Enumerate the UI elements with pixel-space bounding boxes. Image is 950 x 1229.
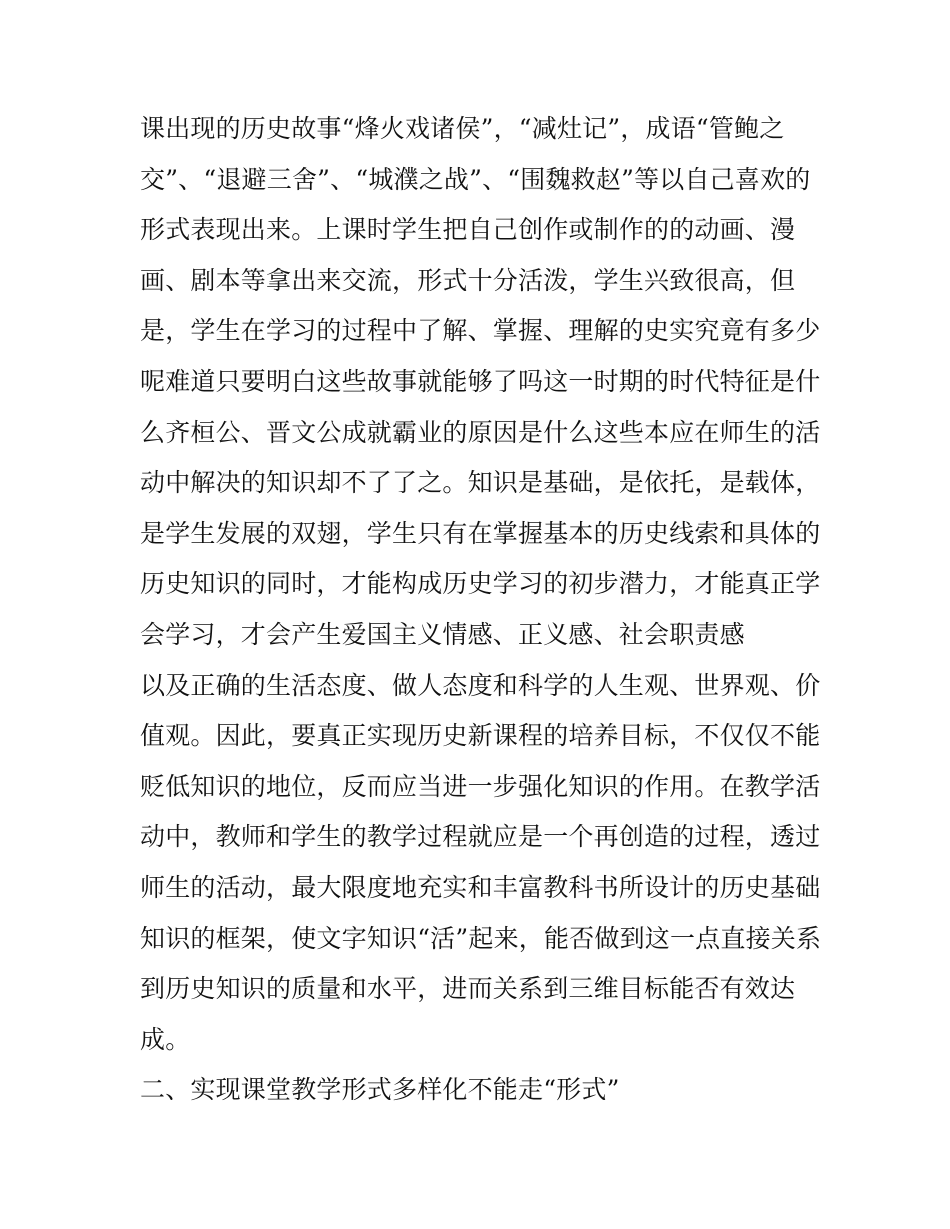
text-line: 画、剧本等拿出来交流，形式十分活泼，学生兴致很高，但: [140, 265, 796, 295]
text-line: 以及正确的生活态度、做人态度和科学的人生观、世界观、价: [140, 670, 821, 700]
text-line: 会学习，才会产生爱国主义情感、正义感、社会职责感: [140, 619, 745, 649]
text-line: 交”、“退避三舍”、“城濮之战”、“围魏救赵”等以自己喜欢的: [140, 164, 811, 194]
text-line: 动中解决的知识却不了了之。知识是基础，是依托，是载体，: [140, 468, 821, 498]
text-line: 么齐桓公、晋文公成就霸业的原因是什么这些本应在师生的活: [140, 417, 821, 447]
text-line: 成。: [140, 1024, 191, 1054]
text-line: 课出现的历史故事“烽火戏诸侯”，“减灶记”，成语“管鲍之: [140, 114, 785, 143]
text-line: 师生的活动，最大限度地充实和丰富教科书所设计的历史基础: [140, 872, 821, 902]
text-line: 动中，教师和学生的教学过程就应是一个再创造的过程，透过: [140, 822, 821, 852]
text-line: 到历史知识的质量和水平，进而关系到三维目标能否有效达: [140, 974, 796, 1004]
text-line: 历史知识的同时，才能构成历史学习的初步潜力，才能真正学: [140, 569, 821, 599]
text-line: 知识的框架，使文字知识“活”起来，能否做到这一点直接关系: [140, 923, 822, 953]
text-line: 值观。因此，要真正实现历史新课程的培养目标，不仅仅不能: [140, 721, 821, 751]
text-line: 贬低知识的地位，反而应当进一步强化知识的作用。在教学活: [140, 771, 821, 801]
text-line: 是，学生在学习的过程中了解、掌握、理解的史实究竟有多少: [140, 316, 821, 346]
text-line: 呢难道只要明白这些故事就能够了吗这一时期的时代特征是什: [140, 366, 821, 396]
text-line: 形式表现出来。上课时学生把自己创作或制作的的动画、漫: [140, 215, 796, 245]
text-line: 是学生发展的双翅，学生只有在掌握基本的历史线索和具体的: [140, 518, 821, 548]
section-heading: 二、实现课堂教学形式多样化不能走“形式”: [140, 1075, 620, 1105]
body-text: [140, 104, 830, 1116]
